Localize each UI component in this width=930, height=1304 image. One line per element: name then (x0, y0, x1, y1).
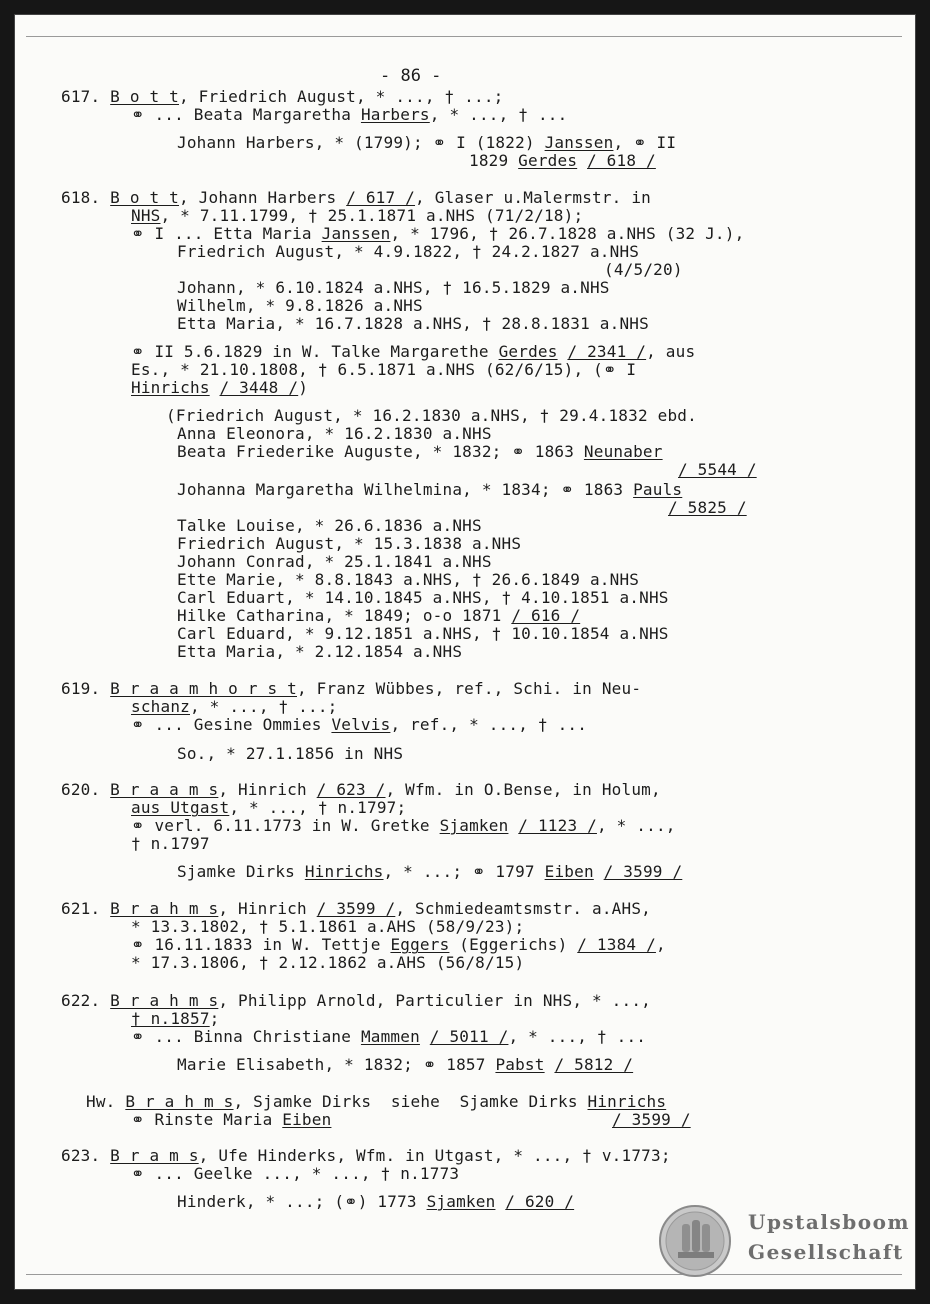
text-segment: Hw. (86, 1092, 126, 1111)
text-segment: , Schmiedeamtsmstr. a.AHS, (395, 899, 651, 918)
text-segment: , * ..., † ...; (190, 697, 338, 716)
text-segment: † n.1797 (131, 834, 210, 853)
entry-line (469, 152, 656, 170)
text-segment: Wilhelm, * 9.8.1826 a.NHS (177, 296, 423, 315)
text-segment: Johann, * 6.10.1824 a.NHS, † 16.5.1829 a.NHS (177, 278, 610, 297)
entry-line (177, 625, 669, 643)
upstalsboom-logo (658, 1202, 914, 1282)
entry-line (131, 716, 587, 734)
entry-line (131, 106, 567, 124)
entry-line (131, 1165, 459, 1183)
underlined-text: Eiben (544, 862, 594, 881)
text-segment: (Friedrich August, * 16.2.1830 a.NHS, † 29.4.1832 ebd. (166, 406, 697, 425)
text-segment: ⚭ Rinste Maria (131, 1110, 283, 1129)
underlined-text: † n.1857 (131, 1009, 210, 1028)
text-segment: ⚭ ... Geelke ..., * ..., † n.1773 (131, 1164, 460, 1183)
underlined-text: / 5825 / (668, 498, 747, 517)
text-segment: ⚭ ... Gesine Ommies (131, 715, 332, 734)
text-segment: Friedrich August, * 15.3.1838 a.NHS (177, 534, 522, 553)
underlined-text: Pauls (633, 480, 683, 499)
entry-line (177, 863, 682, 881)
text-segment: , Glaser u.Malermstr. in (415, 188, 652, 207)
entry-line (604, 261, 683, 279)
entry-line (177, 643, 462, 661)
underlined-text: B r a m s (110, 1146, 199, 1165)
text-segment: , aus (646, 342, 696, 361)
text-segment: Es., * 21.10.1808, † 6.5.1871 a.NHS (62/6/15), (⚭ I (131, 360, 637, 379)
entry-line (131, 799, 406, 817)
underlined-text: Pabst (495, 1055, 545, 1074)
entry-line (668, 499, 747, 517)
entry-line (61, 680, 641, 698)
text-segment: 622. (61, 991, 111, 1010)
underlined-text: B r a h m s (110, 899, 219, 918)
entry-line (131, 954, 524, 972)
text-segment: , ⚭ II (613, 133, 677, 152)
entry-line (177, 571, 639, 589)
entry-line (177, 535, 521, 553)
underlined-text: / 618 / (587, 151, 656, 170)
text-segment: , (655, 935, 666, 954)
text-segment: (4/5/20) (604, 260, 683, 279)
underlined-text: / 3599 / (316, 899, 396, 918)
entry-line (177, 243, 639, 261)
text-segment: 618. (61, 188, 111, 207)
text-segment: Johanna Margaretha Wilhelmina, * 1834; ⚭ 1863 (177, 480, 634, 499)
text-segment: 619. (61, 679, 111, 698)
text-segment (558, 342, 568, 361)
underlined-text: Eggers (390, 935, 450, 954)
entry-line (131, 817, 676, 835)
text-segment: ⚭ verl. 6.11.1773 in W. Gretke (131, 816, 440, 835)
text-segment: , * ..., † ... (508, 1027, 647, 1046)
underlined-text: Sjamken (439, 816, 509, 835)
underlined-text: / 5011 / (429, 1027, 509, 1046)
text-segment: Etta Maria, * 2.12.1854 a.NHS (177, 642, 463, 661)
underlined-text: Neunaber (583, 442, 663, 461)
underlined-text: Harbers (360, 105, 430, 124)
entry-line (177, 1193, 574, 1211)
logo-line-2: Gesellschaft (748, 1240, 904, 1264)
text-segment: , Hinrich (218, 780, 317, 799)
entry-line (131, 1028, 646, 1046)
text-segment: , ref., * ..., † ... (390, 715, 588, 734)
underlined-text: / 3599 / (612, 1110, 691, 1129)
entry-line (61, 88, 504, 106)
text-segment: , Hinrich (218, 899, 317, 918)
entry-line (61, 900, 651, 918)
underlined-text: Velvis (331, 715, 391, 734)
entry-line (131, 835, 210, 853)
text-segment: , Franz Wübbes, ref., Schi. in Neu- (297, 679, 642, 698)
entry-line (61, 781, 661, 799)
text-segment (545, 1055, 555, 1074)
text-segment: 617. (61, 87, 111, 106)
underlined-text: B r a h m s (110, 991, 219, 1010)
text-segment: , * ..., † n.1797; (229, 798, 407, 817)
underlined-text: / 623 / (316, 780, 386, 799)
text-segment: Beata Friederike Auguste, * 1832; ⚭ 1863 (177, 442, 584, 461)
underlined-text: aus Utgast (131, 798, 230, 817)
text-segment: ⚭ II 5.6.1829 in W. Talke Margarethe (131, 342, 499, 361)
text-segment: 621. (61, 899, 111, 918)
underlined-text: / 5544 / (678, 460, 757, 479)
text-segment (420, 1027, 430, 1046)
text-segment: , * ..., † ... (429, 105, 568, 124)
text-segment: , Friedrich August, * ..., † ...; (179, 87, 504, 106)
underlined-text: Gerdes (518, 151, 578, 170)
text-segment: , Sjamke Dirks siehe Sjamke Dirks (233, 1092, 588, 1111)
entry-line (131, 936, 666, 954)
text-segment: Ette Marie, * 8.8.1843 a.NHS, † 26.6.1849 a.NHS (177, 570, 640, 589)
text-segment: Sjamke Dirks (177, 862, 305, 881)
page-number: - 86 - (380, 66, 442, 86)
text-segment: Friedrich August, * 4.9.1822, † 24.2.1827 a.NHS (177, 242, 640, 261)
text-segment: Carl Eduard, * 9.12.1851 a.NHS, † 10.10.1854 a.NHS (177, 624, 669, 643)
entry-line (131, 698, 338, 716)
text-segment: ⚭ I ... Etta Maria (131, 224, 322, 243)
text-segment: , * ...; ⚭ 1797 (383, 862, 545, 881)
text-segment: Etta Maria, * 16.7.1828 a.NHS, † 28.8.1831 a.NHS (177, 314, 649, 333)
entry-line (177, 443, 663, 461)
text-segment: , Wfm. in O.Bense, in Holum, (385, 780, 661, 799)
text-segment: Marie Elisabeth, * 1832; ⚭ 1857 (177, 1055, 496, 1074)
underlined-text: B r a h m s (125, 1092, 234, 1111)
top-rule (26, 36, 902, 37)
text-segment: , * 1796, † 26.7.1828 a.NHS (32 J.), (390, 224, 745, 243)
entry-line (177, 279, 610, 297)
text-segment: , Ufe Hinderks, Wfm. in Utgast, * ..., † v.1773; (198, 1146, 671, 1165)
text-segment: , * ..., (596, 816, 676, 835)
text-segment: Hilke Catharina, * 1849; o-o 1871 (177, 606, 512, 625)
entry-line (61, 1147, 671, 1165)
entry-line (177, 481, 682, 499)
entry-line (177, 607, 580, 625)
text-segment: ; (209, 1009, 220, 1028)
entry-line (177, 297, 423, 315)
text-segment: 620. (61, 780, 111, 799)
text-segment: 623. (61, 1146, 111, 1165)
underlined-text: Janssen (321, 224, 391, 243)
entry-line (86, 1093, 666, 1111)
entry-line (177, 425, 492, 443)
entry-line (166, 407, 697, 425)
underlined-text: / 620 / (505, 1192, 575, 1211)
text-segment: Johann Conrad, * 25.1.1841 a.NHS (177, 552, 492, 571)
entry-line (177, 1056, 633, 1074)
document-page (14, 14, 916, 1290)
underlined-text: Janssen (544, 133, 614, 152)
entry-line (131, 918, 524, 936)
entry-line (177, 517, 482, 535)
entry-line (177, 134, 676, 152)
underlined-text: Sjamken (426, 1192, 496, 1211)
text-segment: * 17.3.1806, † 2.12.1862 a.AHS (56/8/15) (131, 953, 525, 972)
entry-line (177, 553, 492, 571)
text-segment (210, 378, 220, 397)
underlined-text: Gerdes (498, 342, 558, 361)
entry-line (131, 1111, 331, 1129)
underlined-text: / 616 / (511, 606, 581, 625)
text-segment: , Philipp Arnold, Particulier in NHS, * ..., (218, 991, 651, 1010)
text-segment: * 13.3.1802, † 5.1.1861 a.AHS (58/9/23); (131, 917, 525, 936)
text-segment: , * 7.11.1799, † 25.1.1871 a.NHS (71/2/18); (160, 206, 584, 225)
entry-line (131, 361, 636, 379)
underlined-text: / 3599 / (603, 862, 683, 881)
entry-line (177, 589, 669, 607)
entry-line (131, 207, 583, 225)
text-segment: Carl Eduart, * 14.10.1845 a.NHS, † 4.10.1851 a.NHS (177, 588, 669, 607)
seal-icon (658, 1204, 732, 1278)
logo-line-1: Upstalsboom (748, 1210, 911, 1234)
underlined-text: NHS (131, 206, 161, 225)
underlined-text: / 5812 / (554, 1055, 634, 1074)
entry-line (131, 225, 744, 243)
underlined-text: Hinrichs (304, 862, 384, 881)
text-segment (508, 816, 518, 835)
underlined-text: Hinrichs (587, 1092, 667, 1111)
entry-line (678, 461, 757, 479)
underlined-text: B o t t (110, 188, 180, 207)
underlined-text: / 3448 / (219, 378, 299, 397)
entry-line (61, 992, 651, 1010)
underlined-text: Eiben (282, 1110, 332, 1129)
entry-line (61, 189, 651, 207)
text-segment: ⚭ ... Binna Christiane (131, 1027, 361, 1046)
text-segment: Hinderk, * ...; (⚭) 1773 (177, 1192, 427, 1211)
text-segment (594, 862, 604, 881)
text-segment: ⚭ 16.11.1833 in W. Tettje (131, 935, 391, 954)
underlined-text: / 2341 / (567, 342, 647, 361)
text-segment: 1829 (469, 151, 519, 170)
underlined-text: / 1384 / (577, 935, 656, 954)
text-segment: Talke Louise, * 26.6.1836 a.NHS (177, 516, 482, 535)
text-segment: ) (298, 378, 309, 397)
text-segment: Anna Eleonora, * 16.2.1830 a.NHS (177, 424, 492, 443)
text-segment (495, 1192, 505, 1211)
text-segment: So., * 27.1.1856 in NHS (177, 744, 404, 763)
entry-line (177, 315, 649, 333)
text-segment (577, 151, 587, 170)
text-segment: ⚭ ... Beata Margaretha (131, 105, 361, 124)
underlined-text: B r a a m s (110, 780, 219, 799)
underlined-text: Mammen (360, 1027, 420, 1046)
entry-line (131, 379, 308, 397)
text-segment: Johann Harbers, * (1799); ⚭ I (1822) (177, 133, 545, 152)
entry-line (131, 343, 695, 361)
underlined-text: B r a a m h o r s t (110, 679, 297, 698)
underlined-text: / 617 / (346, 188, 416, 207)
entry-line (177, 745, 403, 763)
underlined-text: schanz (131, 697, 190, 716)
entry-line (131, 1010, 220, 1028)
text-segment: (Eggerichs) (449, 935, 578, 954)
underlined-text: B o t t (110, 87, 180, 106)
underlined-text: Hinrichs (131, 378, 210, 397)
underlined-text: / 1123 / (518, 816, 597, 835)
entry-line (612, 1111, 691, 1129)
text-segment: , Johann Harbers (179, 188, 347, 207)
